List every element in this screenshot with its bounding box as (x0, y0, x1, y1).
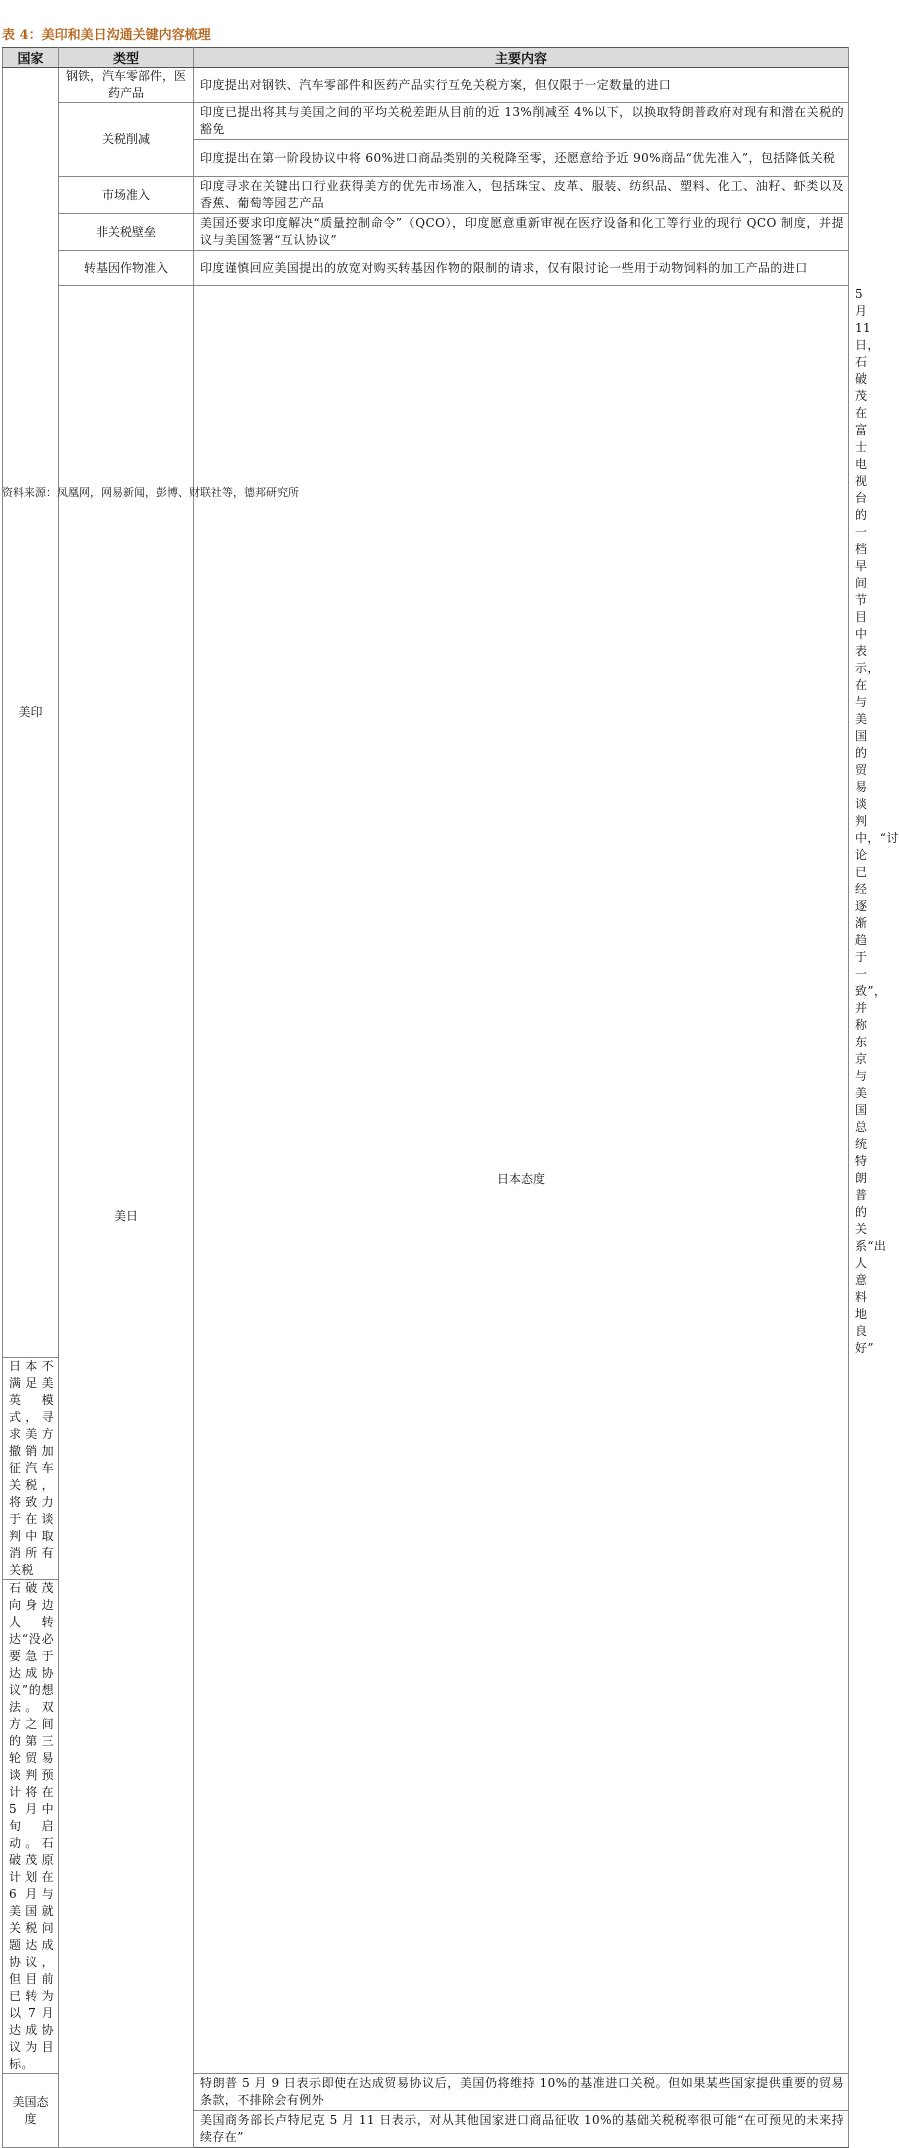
content-cell: 日本不满足美英模式，寻求美方撤销加征汽车关税，将致力于在谈判中取消所有关税 (3, 1358, 59, 1580)
header-row (3, 48, 849, 68)
table-row (3, 251, 849, 286)
type-cell: 市场准入 (59, 177, 194, 214)
content-cell: 石破茂向身边人转达“没必要急于达成协议”的想法。双方之间的第三轮贸易谈判预计将在 5 月中旬启动。石破茂原计划在 6 月与美国就关税问题达成协议，但目前已转为以 7 月达成协议为目标。 (3, 1580, 59, 2074)
country-cell-japan: 美日 (59, 286, 194, 2148)
content-cell: 印度已提出将其与美国之间的平均关税差距从目前的近 13%削减至 4%以下，以换取特朗普政府对现有和潜在关税的豁免 (194, 103, 849, 140)
type-cell: 关税削减 (59, 103, 194, 177)
comparison-table (2, 47, 899, 2148)
table-row (3, 177, 849, 214)
content-cell: 印度提出对钢铁、汽车零部件和医药产品实行互免关税方案，但仅限于一定数量的进口 (194, 68, 849, 103)
type-cell: 日本态度 (194, 286, 849, 2074)
header-country: 国家 (3, 48, 59, 68)
content-cell: 印度谨慎回应美国提出的放宽对购买转基因作物的限制的请求，仅有限讨论一些用于动物饲料的加工产品的进口 (194, 251, 849, 286)
header-type: 类型 (59, 48, 194, 68)
type-cell: 非关税壁垒 (59, 214, 194, 251)
content-cell: 印度寻求在关键出口行业获得美方的优先市场准入，包括珠宝、皮革、服装、纺织品、塑料、化工、油籽、虾类以及香蕉、葡萄等园艺产品 (194, 177, 849, 214)
table-row: 美日 日本态度 5 月 11 日，石破茂在富士电视台的一档早间节目中表示，在与美国的贸易谈判中，“讨论已经逐渐趋于一致”，并称东京与美国总统特朗普的关系“出人意料地良好” (3, 286, 849, 1358)
type-cell: 美国态度 (3, 2074, 59, 2148)
source-note: 资料来源：凤凰网，网易新闻，彭博、财联社等，德邦研究所 (2, 486, 299, 499)
content-cell: 特朗普 5 月 9 日表示即使在达成贸易协议后，美国仍将维持 10%的基准进口关税。但如果某些国家提供重要的贸易条款，不排除会有例外 (194, 2074, 849, 2111)
content-cell: 美国商务部长卢特尼克 5 月 11 日表示，对从其他国家进口商品征收 10%的基础关税税率很可能“在可预见的未来持续存在” (194, 2111, 849, 2148)
table-row (3, 103, 849, 140)
country-cell-india: 美印 (3, 68, 59, 1358)
content-cell: 印度提出在第一阶段协议中将 60%进口商品类别的关税降至零，还愿意给予近 90%商品“优先准入”，包括降低关税 (194, 140, 849, 177)
type-cell: 转基因作物准入 (59, 251, 194, 286)
table-title: 表 4：美印和美日沟通关键内容梳理 (2, 28, 211, 43)
type-cell: 钢铁，汽车零部件，医药产品 (59, 68, 194, 103)
content-cell: 美国还要求印度解决“质量控制命令”（QCO），印度愿意重新审视在医疗设备和化工等行业的现行 QCO 制度，并提议与美国签署“互认协议” (194, 214, 849, 251)
table-row (3, 68, 849, 103)
table-row (3, 214, 849, 251)
header-content: 主要内容 (194, 48, 849, 68)
